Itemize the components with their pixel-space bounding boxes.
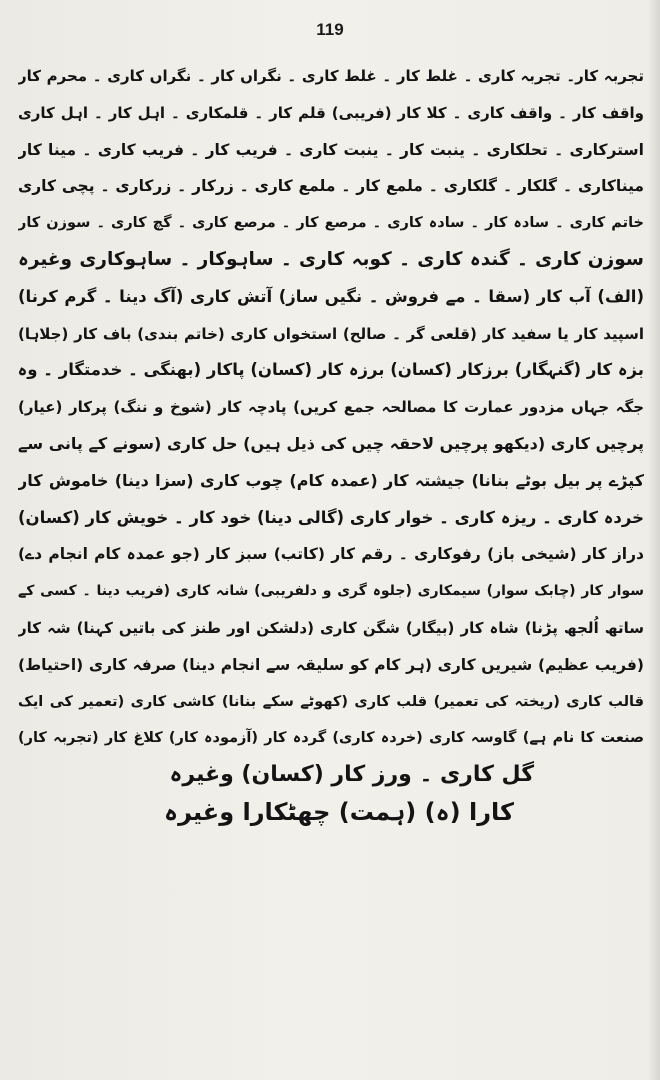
text-line: واقف کار ۔ واقف کاری ۔ کلا کار (فریبی) قلم کار ۔ قلمکاری ۔ اہل کار ۔ اہل کاری xyxy=(18,103,644,122)
urdu-text-body xyxy=(18,58,644,831)
entry-heading: کارا (ہ) (ہمت) چھٹکارا وغیرہ xyxy=(164,797,514,826)
text-line: قالب کاری (ریختہ کی تعمیر) قلب کاری (کھوٹے سکے بنانا) کاشی کاری (تعمیر کی ایک xyxy=(18,693,644,710)
text-line: دراز کار (شیخی باز) رفوکاری ۔ رقم کار (کاتب) سبز کار (جو عمدہ کام انجام دے) xyxy=(18,545,644,564)
page-number: 119 xyxy=(316,20,344,39)
text-line: سوار کار (چابک سوار) سیمکاری (جلوہ گری و دلفریبی) شانہ کاری (فریب دینا ۔ کسی کے xyxy=(18,583,644,600)
text-line: سوزن کاری ۔ گندہ کاری ۔ کوبہ کاری ۔ ساہوکار ۔ ساہوکاری وغیرہ xyxy=(18,248,644,270)
text-line: خردہ کاری ۔ ریزہ کاری ۔ خوار کاری (گالی دینا) خود کار ۔ خویش کار (کسان) xyxy=(18,507,644,527)
text-line: پرچیں کاری (دیکھو پرچیں لاحقہ چیں کی ذیل ہیں) حل کاری (سونے کے پانی سے xyxy=(18,433,644,453)
text-line: خاتم کاری ۔ سادہ کار ۔ سادہ کاری ۔ مرصع کار ۔ مرصع کاری ۔ گچ کاری ۔ سوزن کار xyxy=(18,215,644,232)
text-line: میناکاری ۔ گلکار ۔ گلکاری ۔ ملمع کار ۔ ملمع کاری ۔ زرکار ۔ زرکاری ۔ پچی کاری xyxy=(18,177,644,196)
page-edge-shadow xyxy=(648,0,660,1080)
text-line: (فریب عظیم) شیریں کاری (ہر کام کو سلیقہ سے انجام دینا) صرفہ کاری (احتیاط) xyxy=(18,655,644,674)
text-line: صنعت کا نام ہے) گاوسہ کاری (خردہ کاری) گردہ کار (آزمودہ کار) کلاغ کار (تجربہ کار) xyxy=(18,730,644,747)
text-line: اسپید کار یا سفید کار (قلعی گر ۔ صالح) استخواں کاری (خاتم بندی) باف کار (جلاہا) xyxy=(18,324,644,343)
text-line: ساتھ اُلجھ پڑنا) شاہ کار (بیگار) شگن کاری (دلشکن اور طنز کی باتیں کہنا) شہ کار xyxy=(18,618,644,637)
text-line: بزہ کار (گنہگار) برزکار (کسان) برزہ کار (کسان) پاکار (بھنگی ۔ خدمتگار ۔ وہ xyxy=(18,360,644,380)
text-line: تجربہ کار۔ تجربہ کاری ۔ غلط کار ۔ غلط کاری ۔ نگراں کار ۔ نگراں کاری ۔ محرم کار xyxy=(18,67,644,85)
text-line: (الف) آب کار (سقا ۔ مے فروش ۔ نگیں ساز) آتش کاری (آگ دینا ۔ گرم کرنا) xyxy=(18,286,644,306)
text-line: استرکاری ۔ تحلکاری ۔ ینبت کار ۔ ینبت کاری ۔ فریب کار ۔ فریب کاری ۔ مینا کار xyxy=(18,140,644,159)
text-line: جگہ جہاں مزدور عمارت کا مصالحہ جمع کریں) پادچہ کار (شوخ و ننگ) پرکار (عیار) xyxy=(18,398,644,417)
text-line: گل کاری ۔ ورز کار (کسان) وغیرہ xyxy=(169,762,534,788)
text-line: کپڑے پر بیل بوٹے بنانا) جیشتہ کار (عمدہ کام) چوب کاری (سزا دینا) خاموش کار xyxy=(18,470,644,490)
